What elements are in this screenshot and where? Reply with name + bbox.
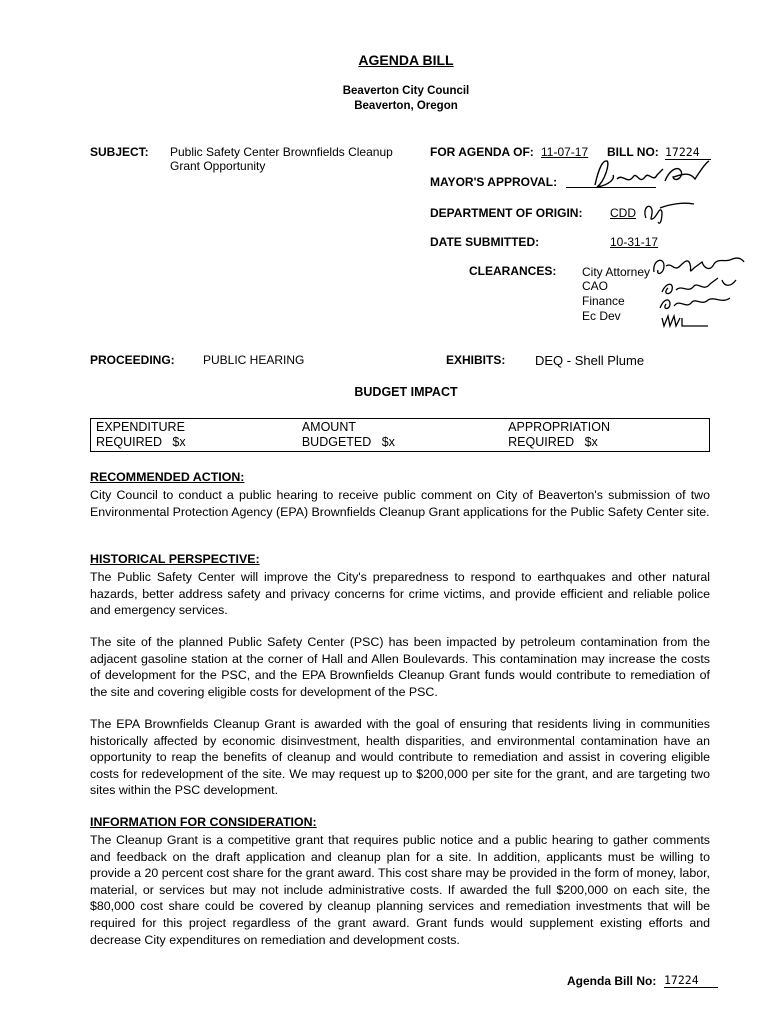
historical-paragraph-2: The site of the planned Public Safety Center (PSC) has been impacted by petroleum contamination from the adjacent gasoline station at the corner of Hall and Allen Boulevards. This contamination may increase the costs of development for the PSC, and the EPA Brownfields Cleanup Grant funds would contribute to remediation of the site and covering eligible costs for development of the PSC. bbox=[90, 635, 710, 699]
historical-paragraph-3: The EPA Brownfields Cleanup Grant is awarded with the goal of ensuring that residents living in communities historically affected by economic disinvestment, health disparities, and environmental contamination have an opportunity to reap the benefits of cleanup and would contribute to remediation and assist in covering eligible costs for redevelopment of the site. We may request up to $200,000 per site for the grant, and are targeting two sites within the PSC development. bbox=[90, 717, 710, 798]
proceeding-value: PUBLIC HEARING bbox=[203, 353, 305, 367]
clearance-cao: CAO bbox=[582, 279, 609, 293]
clearances-label: CLEARANCES: bbox=[469, 264, 557, 278]
for-agenda-value: 11-07-17 bbox=[541, 145, 589, 159]
page-title: AGENDA BILL bbox=[358, 52, 454, 68]
proceeding-label: PROCEEDING: bbox=[90, 353, 175, 367]
date-submitted-label: DATE SUBMITTED: bbox=[430, 235, 540, 249]
mayor-approval-label: MAYOR'S APPROVAL: bbox=[430, 175, 558, 189]
amount-label: AMOUNT bbox=[301, 420, 356, 434]
clearance-finance: Finance bbox=[582, 294, 625, 308]
information-heading: INFORMATION FOR CONSIDERATION: bbox=[90, 815, 317, 829]
expenditure-required-label: REQUIRED bbox=[96, 435, 162, 449]
appropriation-label: APPROPRIATION bbox=[508, 420, 611, 434]
department-label: DEPARTMENT OF ORIGIN: bbox=[430, 206, 583, 220]
recommended-action-text: City Council to conduct a public hearing to receive public comment on City of Beaverton's submission of two Environmental Protection Agency (EPA) Brownfields Cleanup Grant applications for the Public Safety Center site. bbox=[90, 488, 710, 519]
historical-perspective-heading: HISTORICAL PERSPECTIVE: bbox=[90, 552, 260, 566]
expenditure-label: EXPENDITURE bbox=[96, 420, 185, 434]
subject-line-1: Public Safety Center Brownfields Cleanup bbox=[170, 145, 393, 159]
council-name: Beaverton City Council bbox=[342, 85, 470, 97]
information-text: The Cleanup Grant is a competitive grant that requires public notice and a public hearing to gather comments and feedback on the draft application and cleanup plan for a site. In addition, applicants must be willing to provide a 20 percent cost share for the grant award. This cost share may be provided in the form of money, labor, material, or services but may not include administrative costs. If awarded the full $200,000 on each site, the $80,000 cost share could be covered by cleanup planning services and remediation investments that will be required for this project regardless of the grant award. Grant funds would supplement existing efforts and decrease City expenditures on remediation and development costs. bbox=[90, 833, 710, 947]
clearance-city-attorney: City Attorney bbox=[582, 265, 651, 279]
amount-budgeted-value: $x bbox=[381, 435, 395, 449]
clearance-signatures bbox=[648, 252, 748, 332]
appropriation-required-value: $x bbox=[584, 435, 598, 449]
expenditure-required-value: $x bbox=[172, 435, 186, 449]
exhibits-label: EXHIBITS: bbox=[446, 353, 506, 367]
subject-line-2: Grant Opportunity bbox=[170, 159, 266, 173]
budget-expenditure-cell bbox=[91, 419, 297, 452]
department-value: CDD bbox=[610, 206, 636, 220]
budget-amount-cell bbox=[297, 419, 503, 452]
bill-no-label: BILL NO: bbox=[607, 145, 659, 159]
appropriation-required-label: REQUIRED bbox=[508, 435, 575, 449]
bill-no-value: 17224 bbox=[665, 145, 711, 160]
budget-impact-table bbox=[90, 418, 710, 452]
department-initials bbox=[640, 196, 700, 230]
amount-budgeted-label: BUDGETED bbox=[301, 435, 372, 449]
budget-impact-heading: BUDGET IMPACT bbox=[354, 385, 458, 399]
exhibits-value: DEQ - Shell Plume bbox=[535, 353, 645, 368]
mayor-signature bbox=[585, 155, 715, 195]
footer-bill-label: Agenda Bill No: bbox=[567, 974, 657, 988]
footer-bill-value: 17224 bbox=[664, 973, 718, 988]
historical-paragraph-1: The Public Safety Center will improve the City's preparedness to respond to earthquakes and other natural hazards, better address safety and privacy concerns for crime victims, and provide efficient and reliable police and emergency services. bbox=[90, 570, 710, 618]
clearance-ec-dev: Ec Dev bbox=[582, 309, 621, 323]
for-agenda-label: FOR AGENDA OF: bbox=[430, 145, 534, 159]
budget-appropriation-cell bbox=[503, 419, 709, 452]
date-submitted-value: 10-31-17 bbox=[610, 235, 659, 249]
recommended-action-heading: RECOMMENDED ACTION: bbox=[90, 470, 245, 484]
subject-label: SUBJECT: bbox=[90, 145, 149, 159]
council-location: Beaverton, Oregon bbox=[354, 100, 458, 112]
